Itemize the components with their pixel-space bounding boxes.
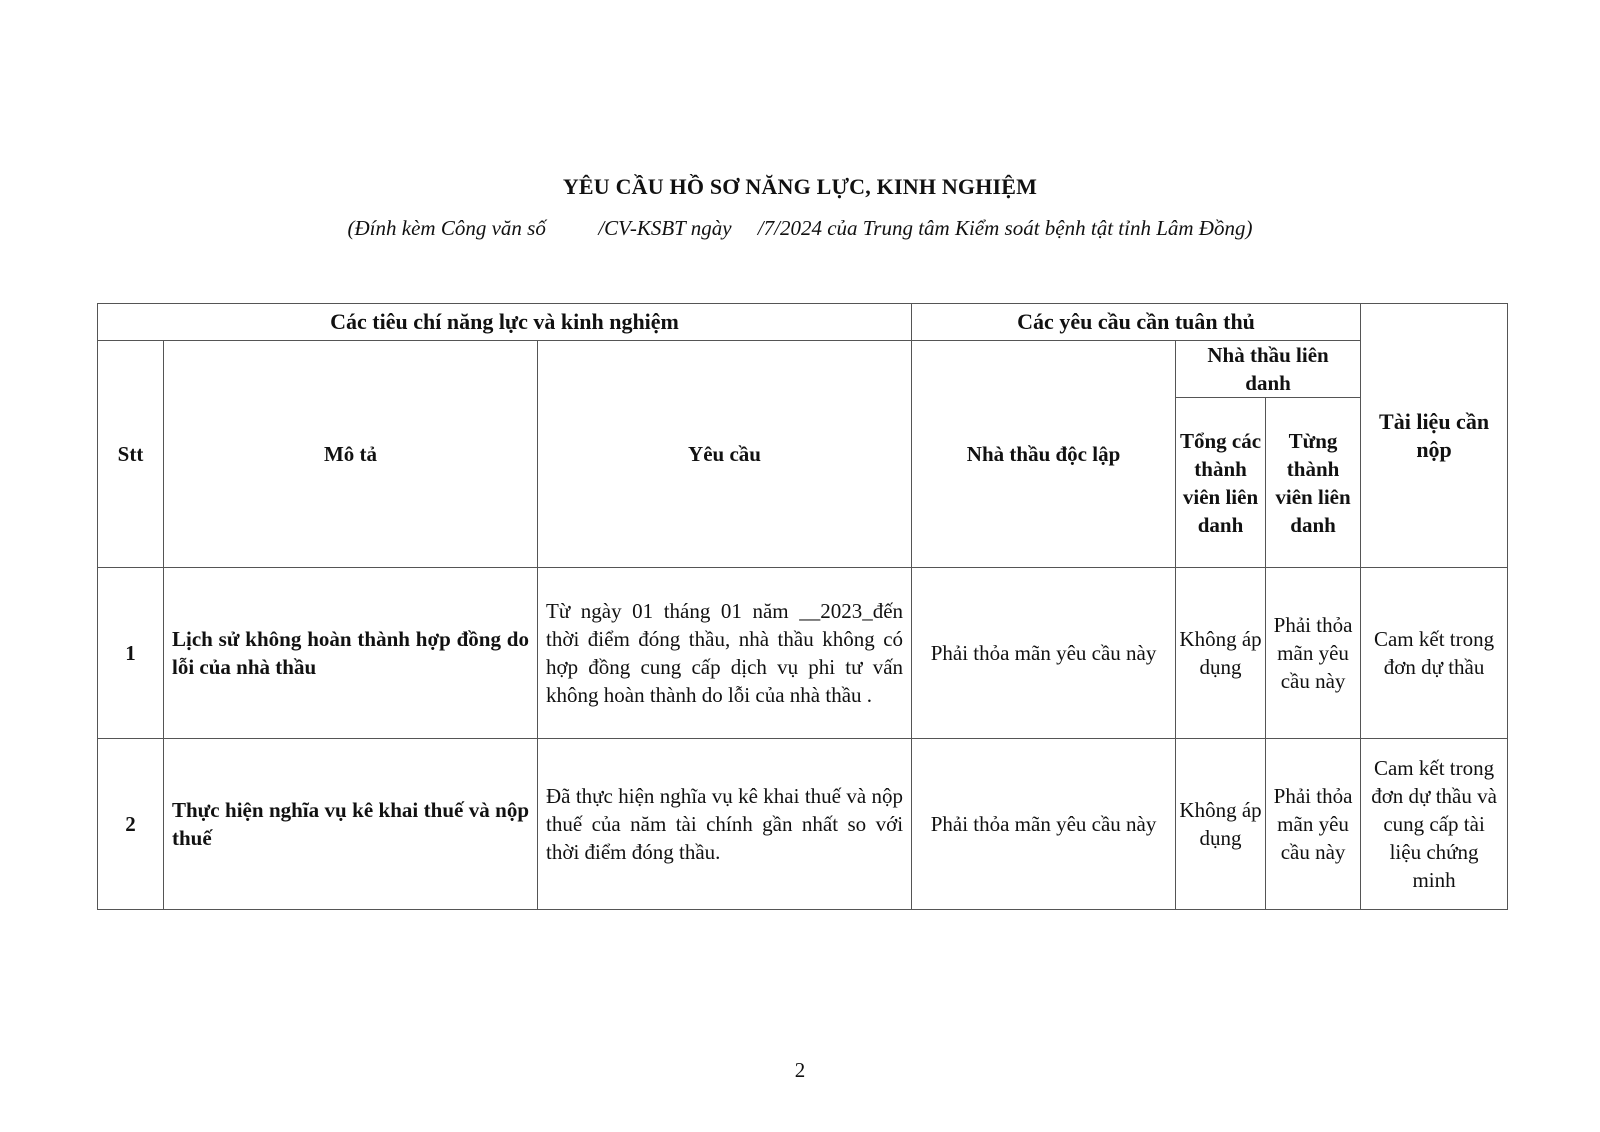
table-row [98, 568, 1508, 739]
each-member-header: Từng thành viên liên danh [1266, 398, 1361, 568]
independent-header: Nhà thầu độc lập [912, 341, 1176, 568]
row-requirement: Từ ngày 01 tháng 01 năm __2023_đến thời điểm đóng thầu, nhà thầu không có hợp đồng cung cấp dịch vụ phi tư vấn không hoàn thành do lỗi của nhà thầu . [538, 568, 912, 739]
all-members-header: Tổng các thành viên liên danh [1176, 398, 1266, 568]
row-documents: Cam kết trong đơn dự thầu và cung cấp tài liệu chứng minh [1361, 739, 1508, 910]
document-subtitle: (Đính kèm Công văn số /CV-KSBT ngày /7/2024 của Trung tâm Kiểm soát bệnh tật tỉnh Lâm Đồng) [347, 216, 1253, 240]
joint-venture-header: Nhà thầu liên danh [1176, 341, 1361, 398]
row-independent: Phải thỏa mãn yêu cầu này [912, 568, 1176, 739]
row-each-member: Phải thỏa mãn yêu cầu này [1266, 739, 1361, 910]
row-description: Thực hiện nghĩa vụ kê khai thuế và nộp thuế [164, 739, 538, 910]
requirement-header: Yêu cầu [538, 341, 912, 568]
row-requirement: Đã thực hiện nghĩa vụ kê khai thuế và nộp thuế của năm tài chính gần nhất so với thời điểm đóng thầu. [538, 739, 912, 910]
stt-header: Stt [98, 341, 164, 568]
row-all-members: Không áp dụng [1176, 739, 1266, 910]
page-number: 2 [794, 1058, 806, 1082]
description-header: Mô tả [164, 341, 538, 568]
row-documents: Cam kết trong đơn dự thầu [1361, 568, 1508, 739]
row-stt: 2 [98, 739, 164, 910]
header-row-group [98, 304, 1508, 341]
row-each-member: Phải thỏa mãn yêu cầu này [1266, 568, 1361, 739]
row-independent: Phải thỏa mãn yêu cầu này [912, 739, 1176, 910]
documents-header: Tài liệu cần nộp [1361, 304, 1508, 568]
compliance-group-header: Các yêu cầu cần tuân thủ [912, 304, 1361, 341]
row-all-members: Không áp dụng [1176, 568, 1266, 739]
row-description: Lịch sử không hoàn thành hợp đồng do lỗi của nhà thầu [164, 568, 538, 739]
table-row [98, 739, 1508, 910]
criteria-group-header: Các tiêu chí năng lực và kinh nghiệm [98, 304, 912, 341]
row-stt: 1 [98, 568, 164, 739]
requirements-table [97, 303, 1508, 910]
document-title: YÊU CẦU HỒ SƠ NĂNG LỰC, KINH NGHIỆM [562, 174, 1038, 199]
header-row-sub [98, 341, 1508, 398]
